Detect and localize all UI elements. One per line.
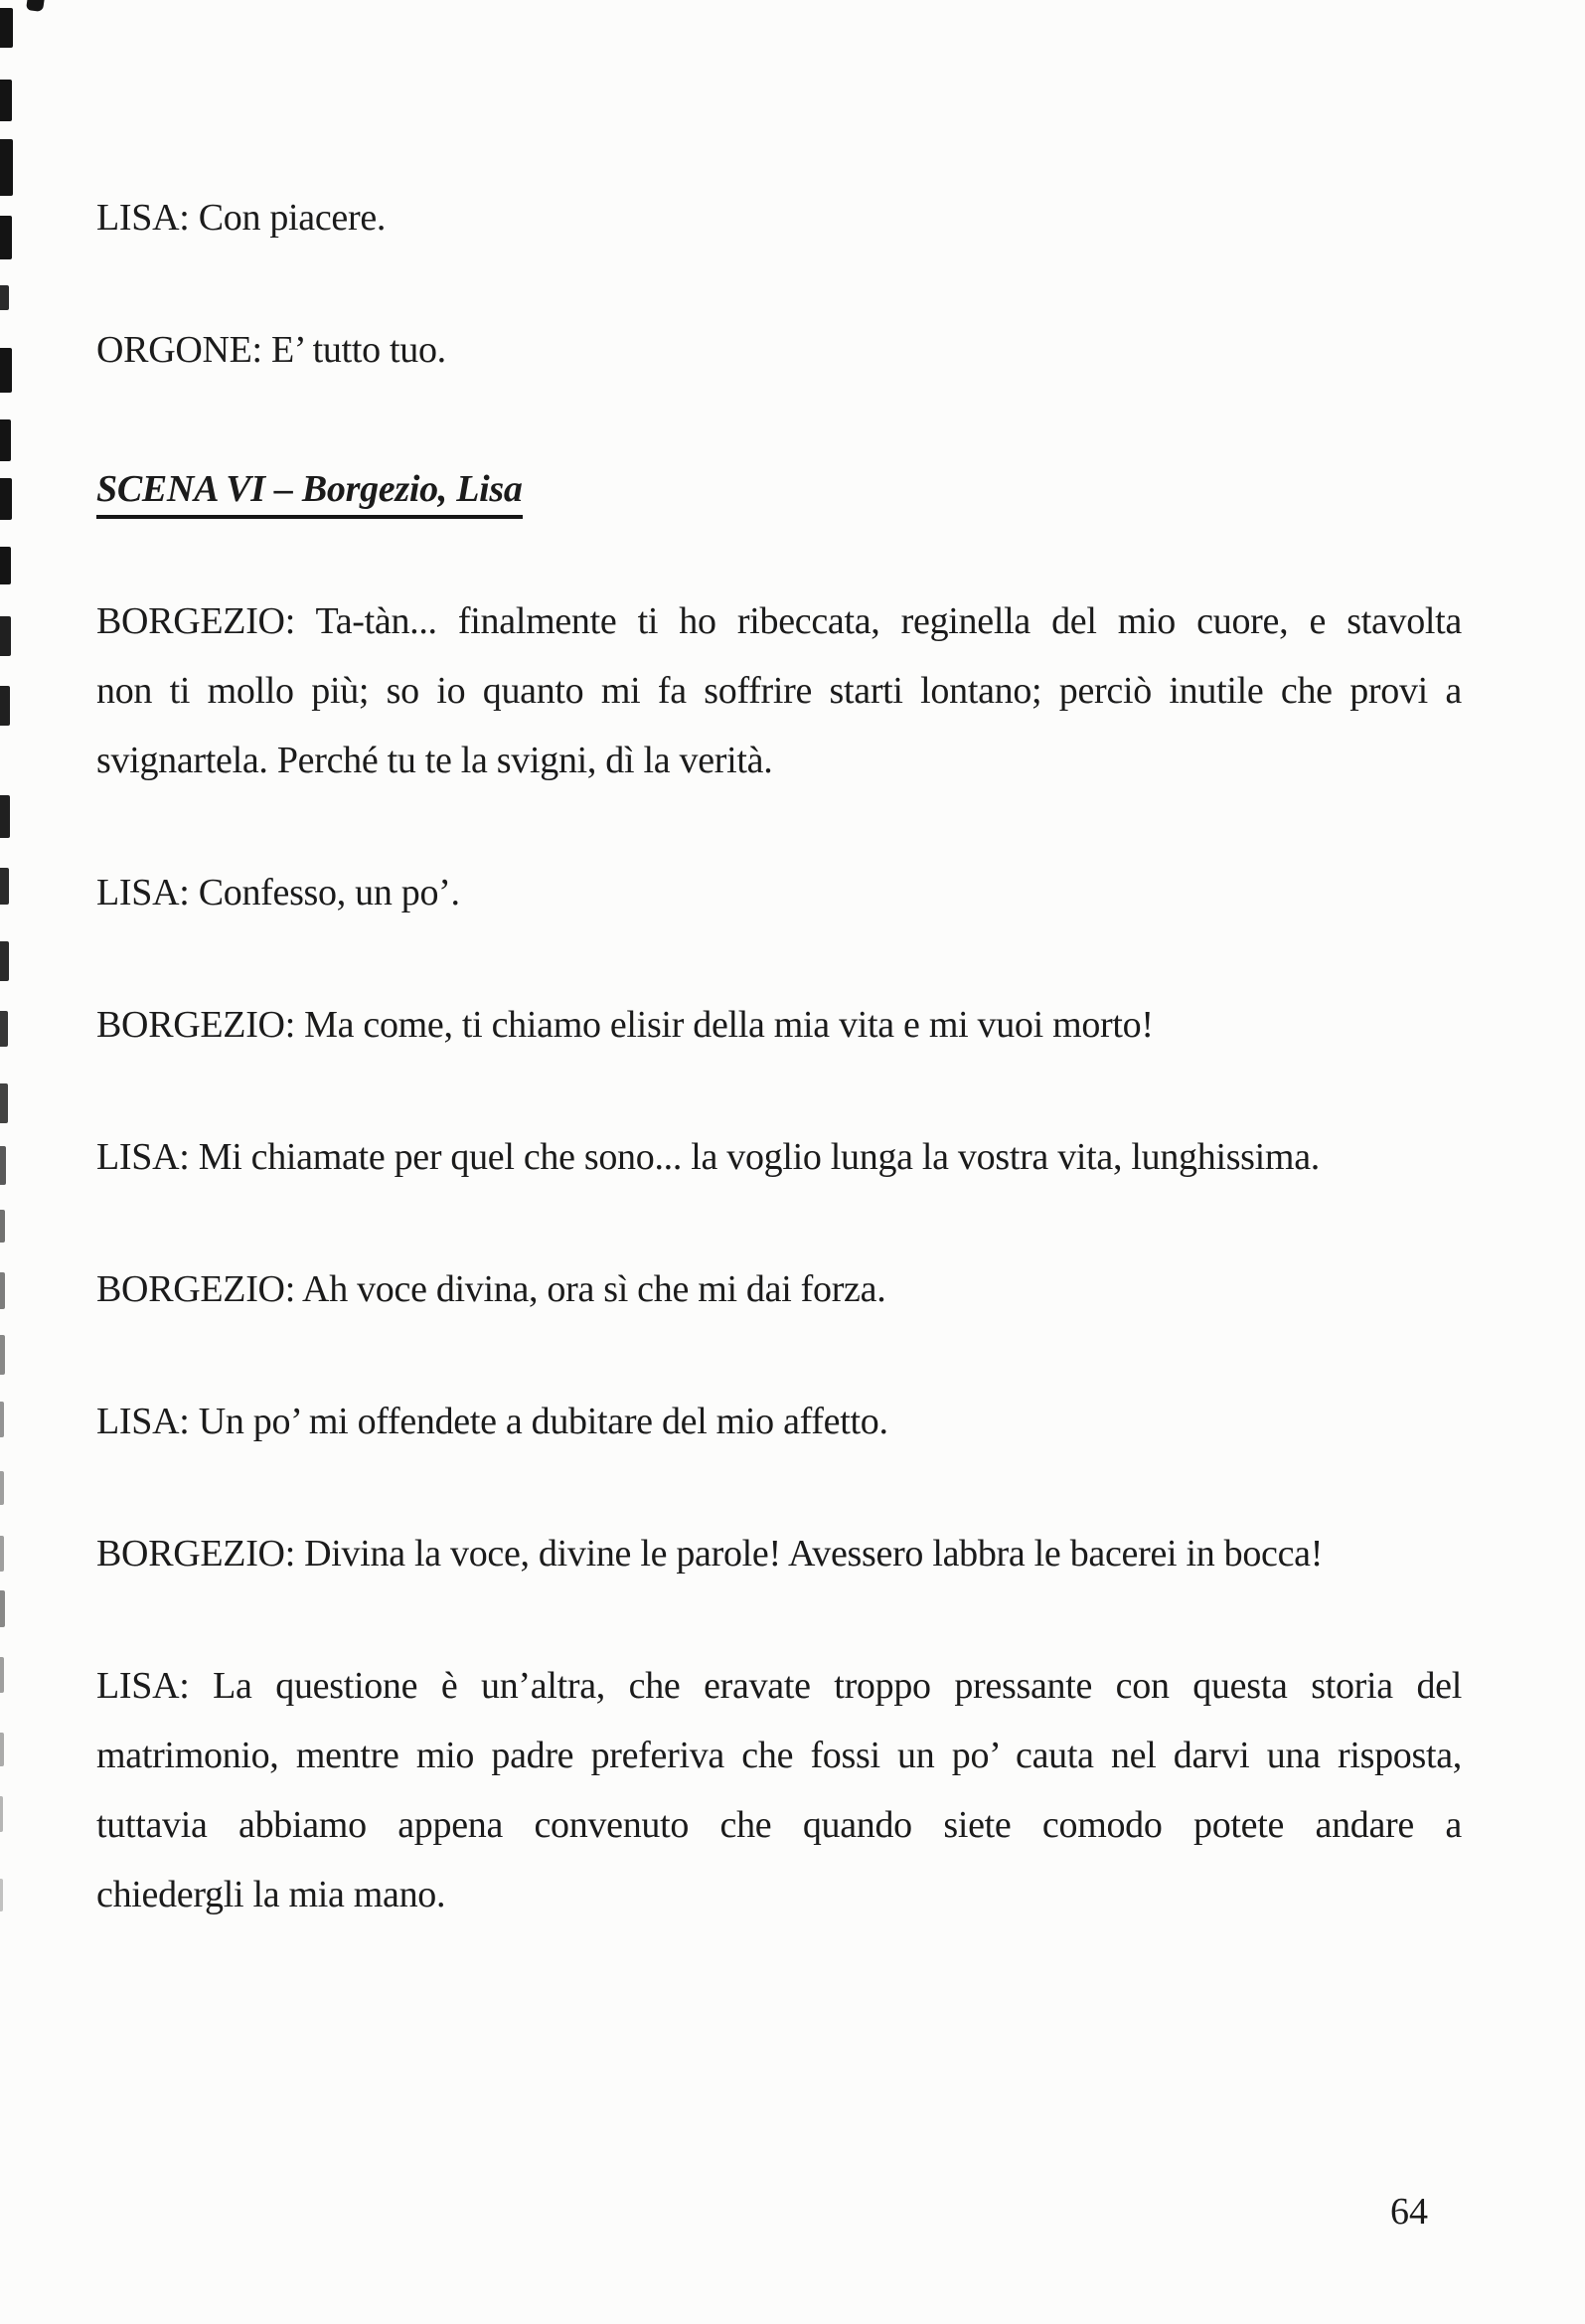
- scan-mark: [0, 139, 13, 196]
- scan-mark: [0, 941, 9, 981]
- scan-mark: [0, 348, 12, 393]
- scan-mark: [0, 1083, 8, 1123]
- scene-heading: [96, 454, 1462, 524]
- dialogue-line: LISA: Un po’ mi offendete a dubitare del mio affetto.: [96, 1401, 888, 1442]
- scan-mark: [0, 478, 12, 520]
- text-line: chiedergli la mia mano.: [96, 1874, 446, 1915]
- text-line: svignartela. Perché tu te la svigni, dì la verità.: [96, 740, 773, 781]
- dialogue-line: BORGEZIO: Ma come, ti chiamo elisir della mia vita e mi vuoi morto!: [96, 1004, 1154, 1046]
- scan-mark: [0, 1536, 4, 1572]
- scan-mark: [0, 1590, 5, 1627]
- scan-mark: [0, 80, 12, 121]
- dialogue-paragraph: [96, 586, 1462, 795]
- scan-mark: [0, 1335, 5, 1375]
- scan-mark: [0, 795, 10, 838]
- script-content: [96, 183, 1462, 1992]
- text-line: tuttavia abbiamo appena convenuto che quando siete comodo potete andare a: [96, 1804, 1462, 1846]
- scan-mark: [0, 419, 11, 461]
- scan-mark: [0, 1657, 4, 1693]
- scan-mark: [0, 1733, 4, 1766]
- page-number: 64: [1390, 2191, 1428, 2233]
- scan-mark: [0, 616, 11, 656]
- text-line: matrimonio, mentre mio padre preferiva che fossi un po’ cauta nel darvi una risposta,: [96, 1735, 1462, 1776]
- scan-mark: [0, 1471, 4, 1505]
- dialogue-line: ORGONE: E’ tutto tuo.: [96, 329, 446, 371]
- scan-mark: [0, 285, 9, 310]
- scan-mark: [0, 868, 9, 905]
- scan-binding-marks: [0, 0, 30, 2324]
- scan-mark: [0, 1272, 5, 1309]
- scan-mark: [0, 1146, 6, 1185]
- dialogue-line: LISA: Con piacere.: [96, 197, 387, 239]
- scan-mark: [0, 8, 13, 48]
- scan-mark: [0, 1011, 8, 1047]
- dialogue-line: BORGEZIO: Ah voce divina, ora sì che mi dai forza.: [96, 1268, 886, 1310]
- dialogue-paragraph: [96, 1651, 1462, 1929]
- dialogue-line: LISA: Mi chiamate per quel che sono... la voglio lunga la vostra vita, lunghissima.: [96, 1136, 1320, 1178]
- text-line: LISA: La questione è un’altra, che eravate troppo pressante con questa storia del: [96, 1665, 1462, 1707]
- scan-mark: [0, 216, 12, 259]
- scan-mark: [0, 1796, 3, 1832]
- scan-mark: [0, 686, 10, 726]
- dialogue-line: LISA: Confesso, un po’.: [96, 872, 460, 913]
- text-line: non ti mollo più; so io quanto mi fa soffrire starti lontano; perciò inutile che provi a: [96, 670, 1462, 712]
- scan-mark: [0, 1210, 5, 1243]
- scan-mark: [0, 1879, 3, 1911]
- scan-mark: [0, 1402, 4, 1437]
- scene-heading-text: SCENA VI – Borgezio, Lisa: [96, 468, 523, 519]
- scan-mark: [0, 547, 11, 584]
- text-line: BORGEZIO: Ta-tàn... finalmente ti ho ribeccata, reginella del mio cuore, e stavolta: [96, 600, 1462, 642]
- dialogue-line: BORGEZIO: Divina la voce, divine le parole! Avessero labbra le bacerei in bocca!: [96, 1533, 1324, 1575]
